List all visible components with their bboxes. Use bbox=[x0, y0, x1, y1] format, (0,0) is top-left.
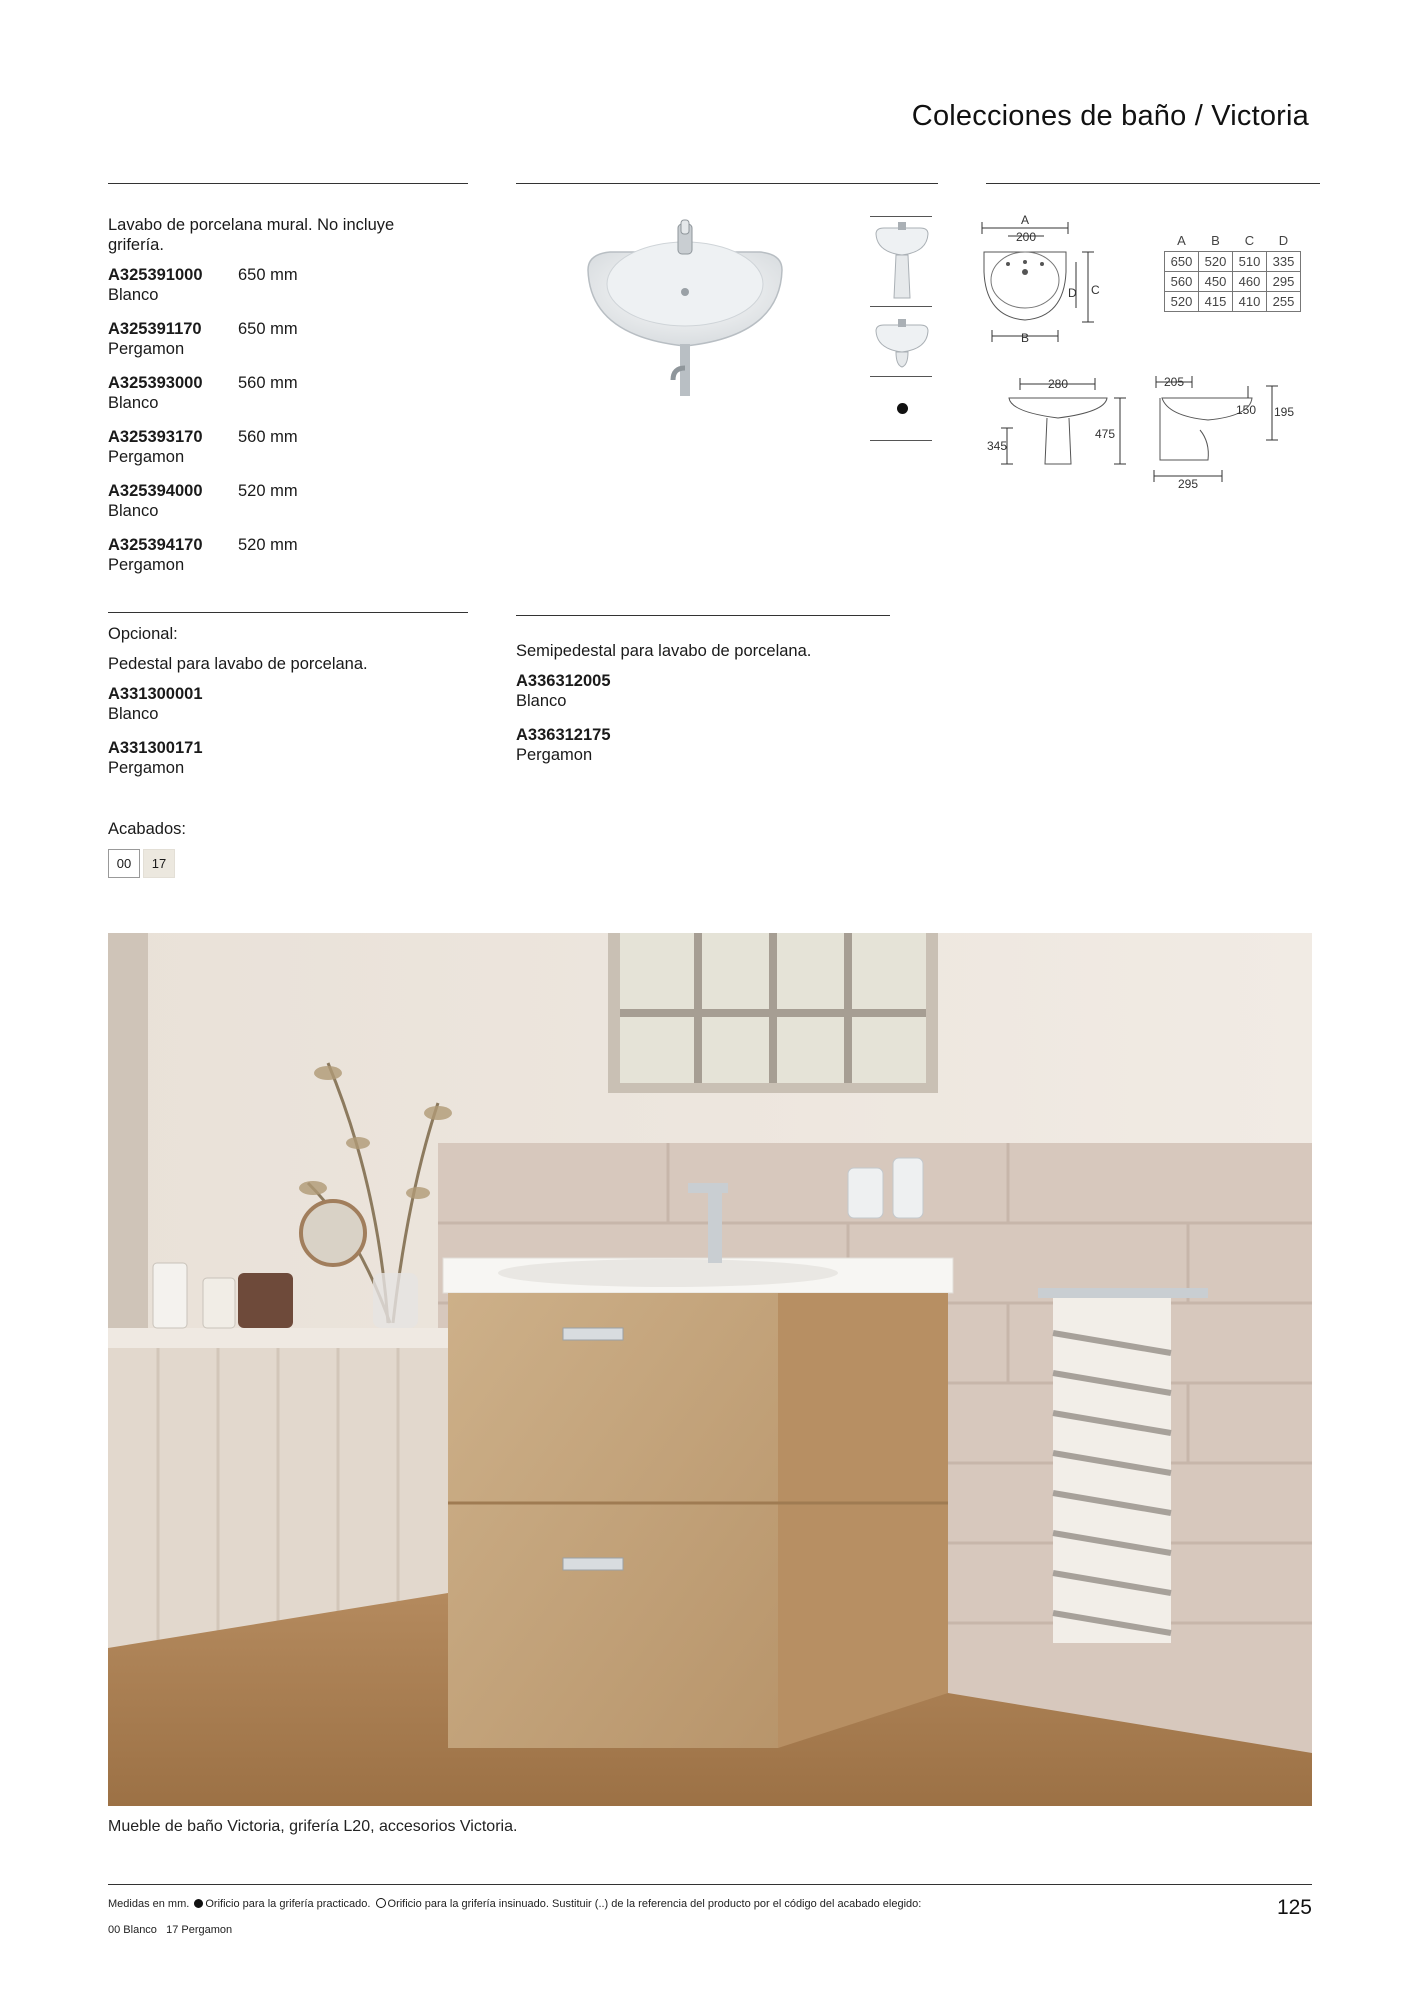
product-finish: Blanco bbox=[108, 705, 159, 723]
front-dimension-drawing bbox=[978, 212, 1138, 347]
dim-label-150: 150 bbox=[1236, 403, 1257, 417]
semipedestal-section bbox=[516, 641, 896, 779]
product-code: A325393170 bbox=[108, 428, 203, 446]
outline-circle-icon bbox=[376, 1898, 386, 1908]
dim-table-cell: 510 bbox=[1233, 252, 1267, 272]
dim-table-cell: 410 bbox=[1233, 292, 1267, 312]
dim-table-header: B bbox=[1211, 233, 1220, 248]
dim-table-cell: 460 bbox=[1233, 272, 1267, 292]
footer-note-units: Medidas en mm. bbox=[108, 1898, 190, 1910]
dim-table-row bbox=[1165, 252, 1301, 272]
product-code: A325393000 bbox=[108, 374, 203, 392]
bathroom-scene-illustration bbox=[108, 933, 1312, 1806]
dim-table-cell: 415 bbox=[1199, 292, 1233, 312]
dim-table-cell: 520 bbox=[1199, 252, 1233, 272]
dim-table-cell: 295 bbox=[1267, 272, 1301, 292]
product-code: A325391170 bbox=[108, 320, 202, 338]
dim-label-345: 345 bbox=[987, 439, 1008, 453]
dimensions-table bbox=[1164, 233, 1301, 312]
product-size: 560 mm bbox=[238, 374, 298, 392]
thumb-separator-1 bbox=[870, 216, 932, 217]
opcional-description: Pedestal para lavabo de porcelana. bbox=[108, 655, 368, 673]
dim-table-row bbox=[1165, 272, 1301, 292]
product-finish: Pergamon bbox=[516, 746, 593, 764]
filled-circle-icon bbox=[194, 1899, 203, 1908]
product-item bbox=[516, 725, 896, 765]
dim-label-c: C bbox=[1091, 283, 1100, 297]
photo-caption: Mueble de baño Victoria, grifería L20, accesorios Victoria. bbox=[108, 1818, 518, 1835]
product-code: A325394000 bbox=[108, 482, 203, 500]
product-finish: Blanco bbox=[108, 502, 159, 520]
dim-table-cell: 450 bbox=[1199, 272, 1233, 292]
product-code: A325394170 bbox=[108, 536, 203, 554]
dim-label-295: 295 bbox=[1177, 477, 1199, 491]
dim-table-row bbox=[1165, 292, 1301, 312]
thumb-separator-3 bbox=[870, 376, 932, 377]
semipedestal-thumbnail[interactable] bbox=[872, 315, 932, 370]
basin-product-image bbox=[580, 218, 790, 418]
dim-label-475: 475 bbox=[1095, 427, 1116, 441]
product-item bbox=[108, 481, 448, 521]
dim-table-cell: 335 bbox=[1267, 252, 1301, 272]
semipedestal-dimension-drawing bbox=[1148, 372, 1298, 492]
product-size: 560 mm bbox=[238, 428, 298, 446]
column-rule-3 bbox=[986, 183, 1320, 184]
thumb-separator-2 bbox=[870, 306, 932, 307]
dim-table-header: D bbox=[1278, 233, 1289, 248]
pedestal-dimension-drawing bbox=[985, 372, 1135, 472]
footer-finish-legend: 00 Blanco 17 Pergamon bbox=[108, 1924, 233, 1936]
product-size: 520 mm bbox=[238, 482, 298, 500]
product-item bbox=[516, 671, 896, 711]
product-finish: Blanco bbox=[516, 692, 567, 710]
product-item bbox=[108, 373, 448, 413]
product-finish: Pergamon bbox=[108, 759, 185, 777]
product-item bbox=[108, 265, 448, 305]
dim-table-header: C bbox=[1244, 233, 1255, 248]
product-code: A331300001 bbox=[108, 685, 203, 703]
footer-note-insinuado: Orificio para la grifería insinuado. Sustituir (..) de la referencia del producto por el código del acabado elegido: bbox=[387, 1898, 922, 1910]
pedestal-thumbnail[interactable] bbox=[872, 222, 932, 302]
lavabo-description: Lavabo de porcelana mural. No incluye grifería. bbox=[108, 216, 395, 254]
semipedestal-description: Semipedestal para lavabo de porcelana. bbox=[516, 642, 812, 660]
dim-table-cell: 255 bbox=[1267, 292, 1301, 312]
product-finish: Pergamon bbox=[108, 448, 185, 466]
product-item bbox=[108, 427, 448, 467]
dim-table-cell: 560 bbox=[1165, 272, 1199, 292]
dim-label-280: 280 bbox=[1047, 377, 1069, 391]
opcional-section bbox=[108, 624, 468, 792]
product-code: A336312005 bbox=[516, 672, 611, 690]
footer-rule bbox=[108, 1884, 1312, 1885]
dim-label-195: 195 bbox=[1274, 405, 1295, 419]
tap-hole-icons bbox=[1006, 260, 1044, 275]
finish-chip-17[interactable]: 17 bbox=[143, 849, 175, 878]
finish-chip-00[interactable]: 00 bbox=[108, 849, 140, 878]
page-number: 125 bbox=[1276, 1896, 1312, 1919]
dim-table-header: A bbox=[1177, 233, 1186, 248]
product-code: A325391000 bbox=[108, 266, 203, 284]
footer-note-practicado: Orificio para la grifería practicado. bbox=[205, 1898, 371, 1910]
product-size: 650 mm bbox=[238, 266, 298, 284]
thumb-separator-4 bbox=[870, 440, 932, 441]
page-title: Colecciones de baño / Victoria bbox=[911, 100, 1309, 132]
dim-label-d: D bbox=[1068, 286, 1077, 300]
filled-dot-icon bbox=[897, 403, 908, 414]
product-code: A331300171 bbox=[108, 739, 203, 757]
dim-table-cell: 520 bbox=[1165, 292, 1199, 312]
dim-label-a: A bbox=[1020, 213, 1030, 227]
dim-label-b: B bbox=[1020, 331, 1030, 345]
product-item bbox=[108, 684, 468, 724]
footer-note bbox=[108, 1898, 921, 1910]
bathroom-photo bbox=[108, 933, 1312, 1806]
opcional-label: Opcional: bbox=[108, 625, 178, 643]
dim-label-205: 205 bbox=[1163, 375, 1185, 389]
product-item bbox=[108, 738, 468, 778]
dim-table-cell: 650 bbox=[1165, 252, 1199, 272]
lavabo-section bbox=[108, 215, 448, 589]
column-rule-1 bbox=[108, 183, 468, 184]
column-rule-2 bbox=[516, 183, 938, 184]
acabados-label: Acabados: bbox=[108, 820, 186, 838]
acabados-section bbox=[108, 819, 186, 878]
product-finish: Blanco bbox=[108, 286, 159, 304]
product-code: A336312175 bbox=[516, 726, 611, 744]
product-item bbox=[108, 535, 448, 575]
product-item bbox=[108, 319, 448, 359]
section-rule-opcional bbox=[108, 612, 468, 613]
product-size: 650 mm bbox=[238, 320, 298, 338]
section-rule-semipedestal bbox=[516, 615, 890, 616]
product-finish: Pergamon bbox=[108, 340, 185, 358]
product-finish: Pergamon bbox=[108, 556, 185, 574]
dim-label-200: 200 bbox=[1015, 230, 1037, 244]
product-size: 520 mm bbox=[238, 536, 298, 554]
product-finish: Blanco bbox=[108, 394, 159, 412]
